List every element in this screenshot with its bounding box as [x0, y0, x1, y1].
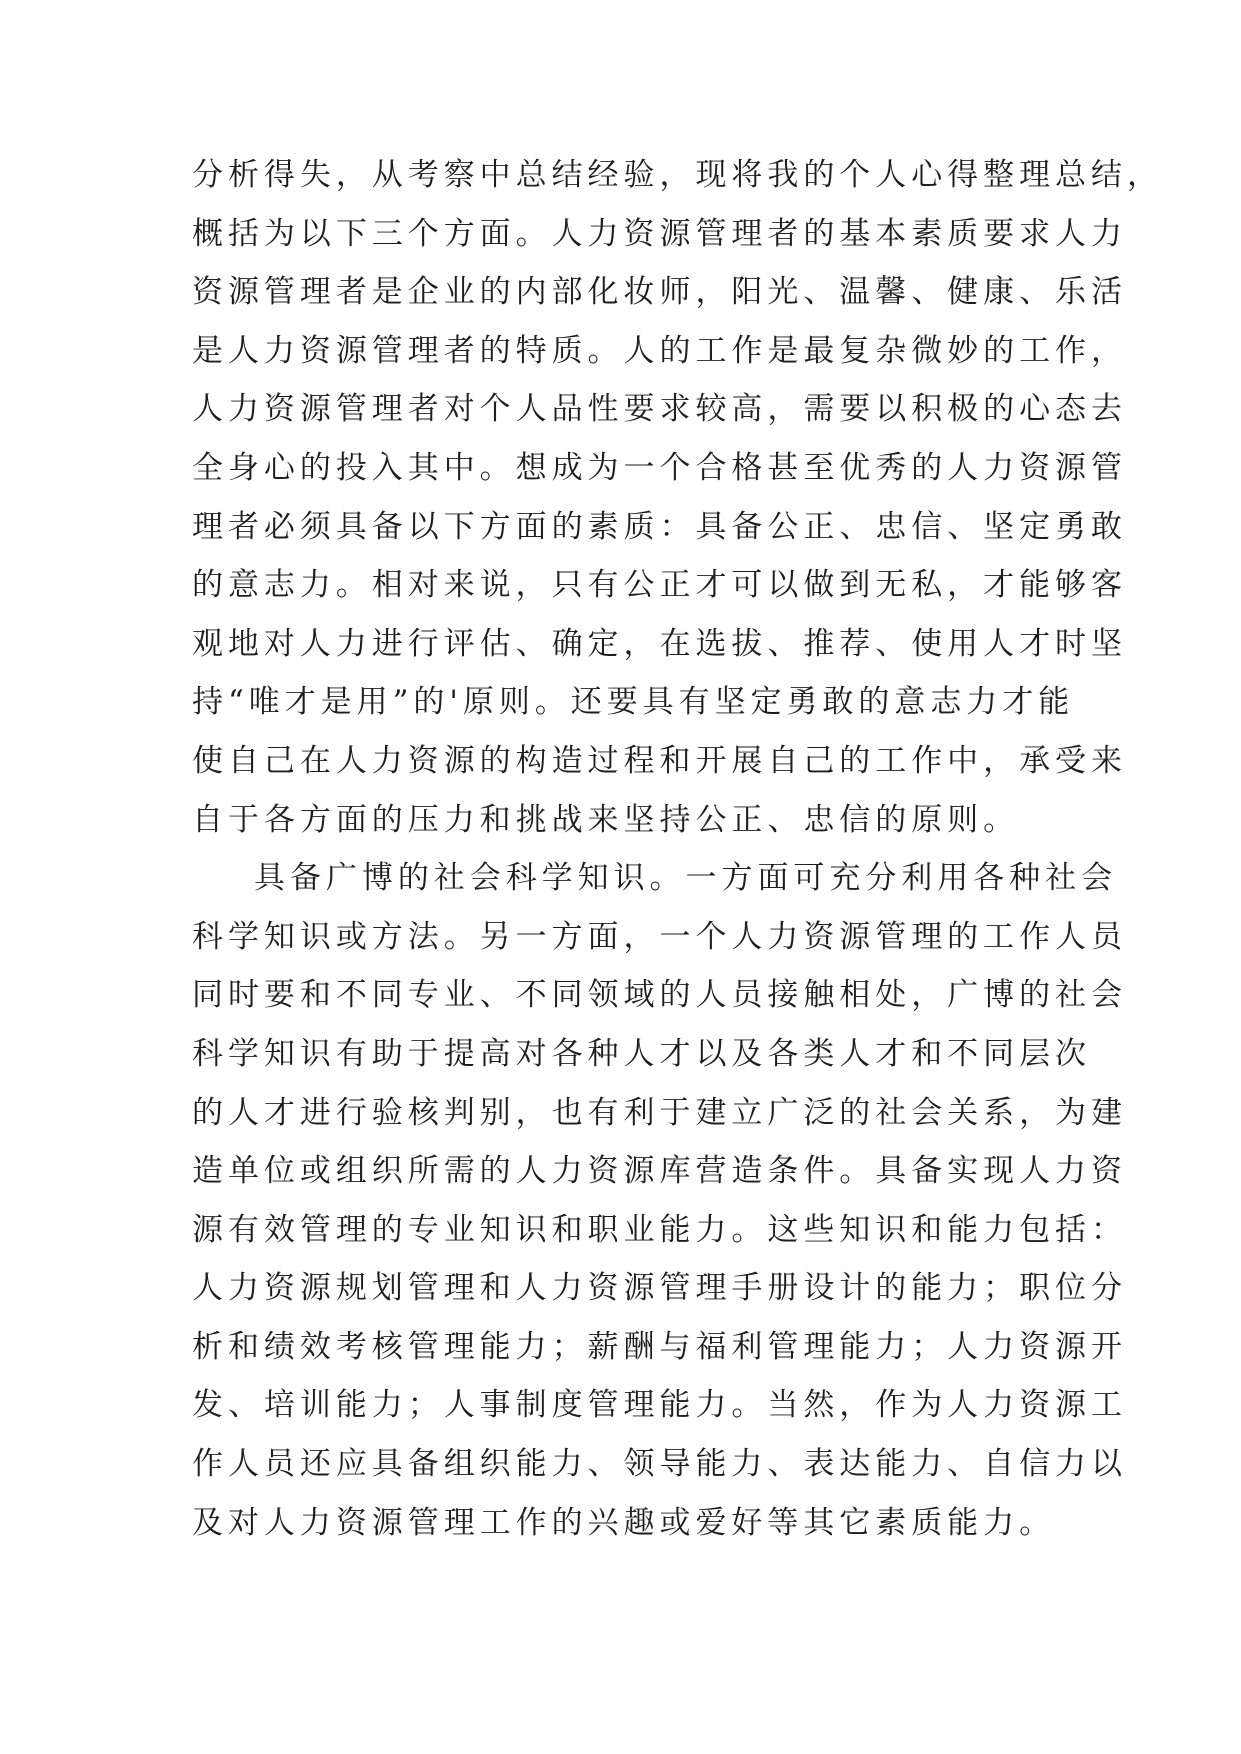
- text-line: 的意志力。相对来说，只有公正才可以做到无私，才能够客: [192, 567, 1127, 604]
- text-line: 自于各方面的压力和挑战来坚持公正、忠信的原则。: [192, 801, 1020, 838]
- text-line: 全身心的投入其中。想成为一个合格甚至优秀的人力资源管: [192, 449, 1127, 486]
- text-line: 科学知识有助于提高对各种人才以及各类人才和不同层次: [192, 1035, 1091, 1072]
- text-line: 发、培训能力；人事制度管理能力。当然，作为人力资源工: [192, 1387, 1127, 1424]
- text-line: 的人才进行验核判别，也有利于建立广泛的社会关系，为建: [192, 1094, 1127, 1131]
- text-line: 分析得失，从考察中总结经验，现将我的个人心得整理总结，: [192, 157, 1163, 193]
- text-line: 使自己在人力资源的构造过程和开展自己的工作中，承受来: [192, 742, 1127, 779]
- paragraph-2: [192, 849, 1127, 1552]
- text-line: 科学知识或方法。另一方面，一个人力资源管理的工作人员: [192, 918, 1127, 955]
- text-line: 持“唯才是用”的'原则。还要具有坚定勇敢的意志力才能: [192, 684, 1075, 721]
- text-line: 人力资源管理者对个人品性要求较高，需要以积极的心态去: [192, 391, 1127, 428]
- text-line: 理者必须具备以下方面的素质：具备公正、忠信、坚定勇敢: [192, 508, 1127, 545]
- text-line: 概括为以下三个方面。人力资源管理者的基本素质要求人力: [192, 215, 1127, 252]
- paragraph-1: [192, 146, 1163, 849]
- text-line: 是人力资源管理者的特质。人的工作是最复杂微妙的工作，: [192, 332, 1127, 369]
- document-body: [192, 146, 1163, 1552]
- text-line: 人力资源规划管理和人力资源管理手册设计的能力；职位分: [192, 1270, 1127, 1307]
- text-line: 资源管理者是企业的内部化妆师，阳光、温馨、健康、乐活: [192, 274, 1127, 311]
- text-line-indented: 具备广博的社会科学知识。一方面可充分利用各种社会: [254, 860, 1118, 897]
- text-line: 造单位或组织所需的人力资源库营造条件。具备实现人力资: [192, 1153, 1127, 1190]
- text-line: 析和绩效考核管理能力；薪酬与福利管理能力；人力资源开: [192, 1328, 1127, 1365]
- text-line: 观地对人力进行评估、确定，在选拔、推荐、使用人才时坚: [192, 625, 1127, 662]
- text-line: 同时要和不同专业、不同领域的人员接触相处，广博的社会: [192, 977, 1127, 1014]
- text-line: 及对人力资源管理工作的兴趣或爱好等其它素质能力。: [192, 1504, 1056, 1541]
- text-line: 源有效管理的专业知识和职业能力。这些知识和能力包括：: [192, 1211, 1127, 1248]
- text-line: 作人员还应具备组织能力、领导能力、表达能力、自信力以: [192, 1446, 1127, 1483]
